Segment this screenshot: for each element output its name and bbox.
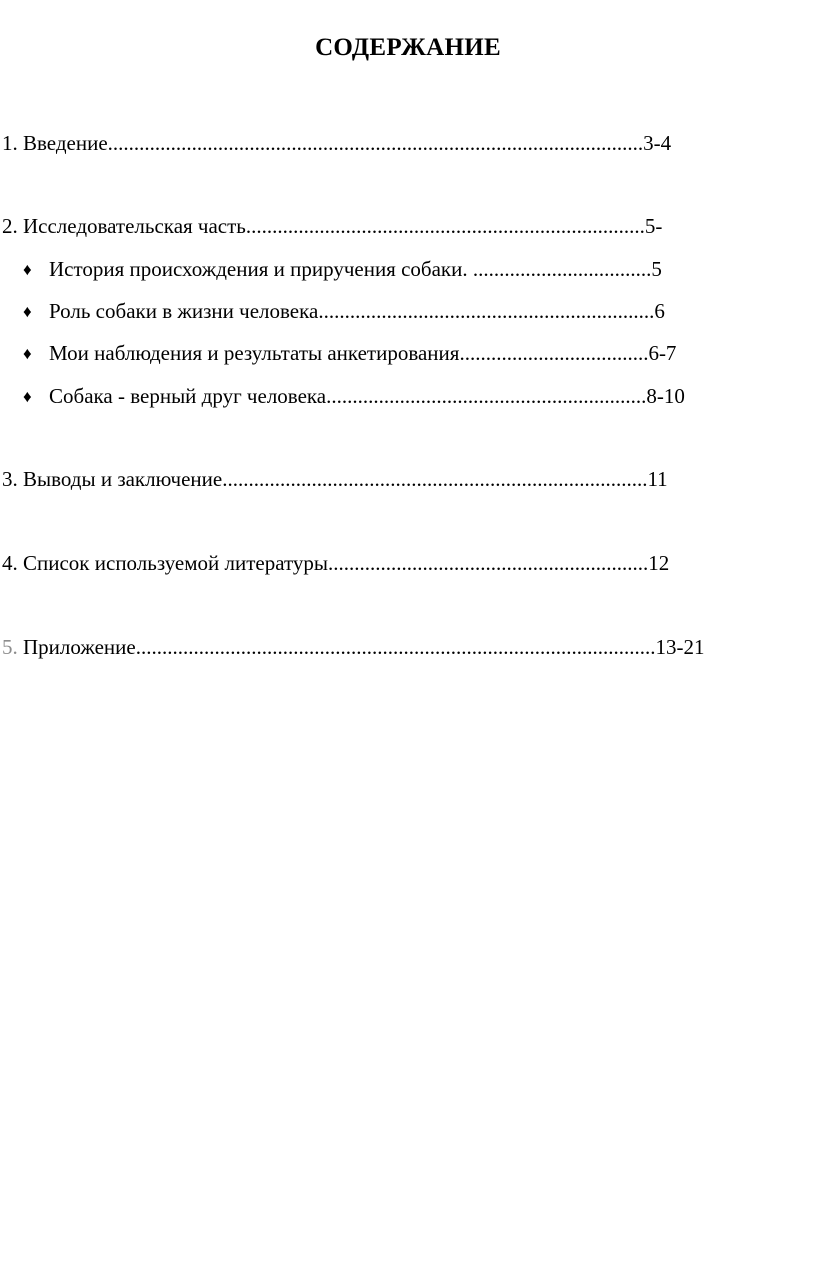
toc-entry-title: Исследовательская часть <box>17 214 246 238</box>
toc-entry-leader: ............................................................. <box>326 384 647 408</box>
toc-entry-leader: ............................................................................ <box>245 214 645 238</box>
toc-entry-title: Выводы и заключение <box>17 467 223 491</box>
toc-entry-number: 2. <box>2 214 18 238</box>
toc-entry-pages: 6 <box>654 299 665 323</box>
diamond-bullet-icon: ♦ <box>23 302 32 321</box>
toc-entry-introduction <box>2 130 671 156</box>
toc-entry-number: 4. <box>2 551 18 575</box>
diamond-bullet-icon: ♦ <box>23 260 32 279</box>
toc-subentry-friend <box>49 383 685 409</box>
page-title: СОДЕРЖАНИЕ <box>315 34 501 61</box>
toc-entry-research <box>2 213 662 239</box>
toc-entry-appendix <box>2 634 704 660</box>
toc-entry-title: Список используемой литературы <box>17 551 329 575</box>
diamond-bullet-icon: ♦ <box>23 387 32 406</box>
toc-entry-pages: 5 <box>651 257 662 281</box>
toc-entry-pages: 8-10 <box>646 384 685 408</box>
toc-entry-number: 3. <box>2 467 18 491</box>
toc-entry-conclusions <box>2 466 668 492</box>
toc-entry-title: История происхождения и приручения собаки. <box>49 257 473 281</box>
toc-entry-title: Мои наблюдения и результаты анкетирования <box>49 341 460 365</box>
toc-entry-title: Введение <box>17 131 108 155</box>
toc-entry-number: 1. <box>2 131 18 155</box>
toc-entry-pages: 11 <box>647 467 668 491</box>
toc-entry-pages: 3-4 <box>643 131 672 155</box>
toc-entry-leader: ............................................................. <box>328 551 649 575</box>
toc-entry-title: Приложение <box>17 635 136 659</box>
toc-entry-leader: .................................... <box>459 341 649 365</box>
toc-subentry-history <box>49 256 662 282</box>
toc-entry-leader: ...................................................................................................... <box>107 131 644 155</box>
toc-subentry-role <box>49 298 665 324</box>
toc-entry-references <box>2 550 669 576</box>
toc-entry-leader: ................................................................................................... <box>135 635 656 659</box>
toc-entry-title: Собака - верный друг человека <box>49 384 327 408</box>
toc-entry-leader: .................................. <box>472 257 652 281</box>
toc-subentry-observations <box>49 340 676 366</box>
toc-entry-pages: 6-7 <box>648 341 677 365</box>
toc-entry-leader: ................................................................................. <box>222 467 648 491</box>
toc-entry-pages: 12 <box>648 551 670 575</box>
toc-entry-title: Роль собаки в жизни человека <box>49 299 319 323</box>
toc-entry-pages: 13-21 <box>655 635 705 659</box>
toc-entry-leader: ................................................................ <box>318 299 655 323</box>
toc-entry-pages: 5- <box>644 214 663 238</box>
diamond-bullet-icon: ♦ <box>23 344 32 363</box>
toc-entry-number: 5. <box>2 635 18 659</box>
